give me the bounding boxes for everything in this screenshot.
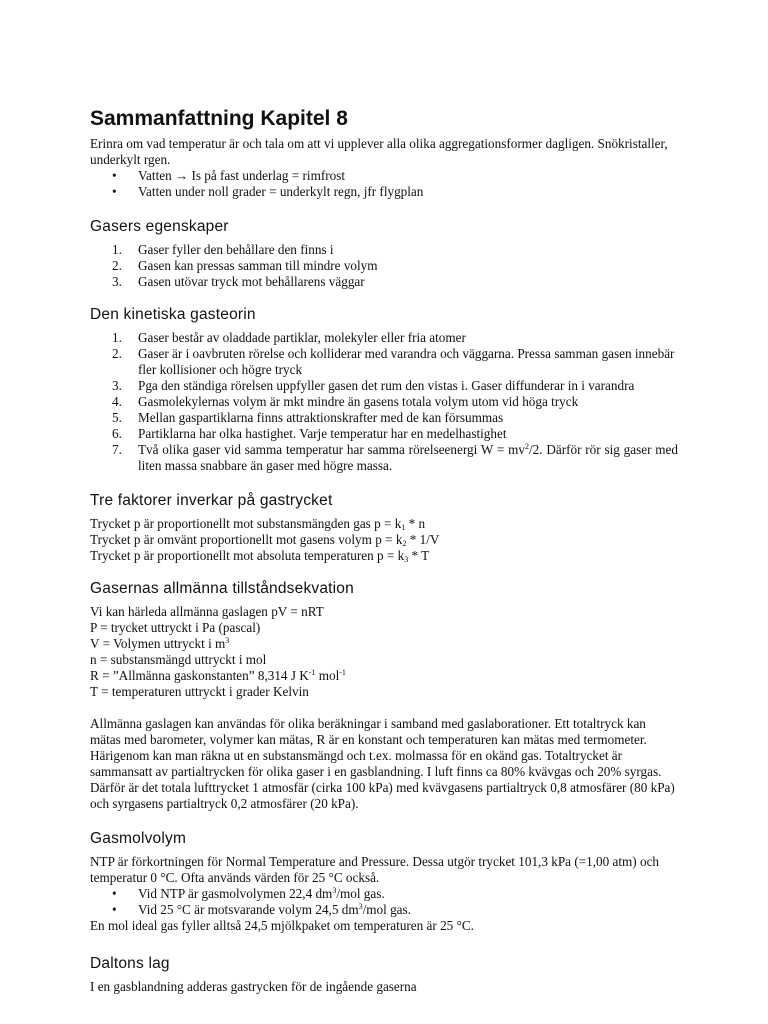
- list-number: 5.: [112, 410, 122, 425]
- section-heading-factors: Tre faktorer inverkar på gastrycket: [90, 492, 333, 509]
- equation-line: Vi kan härleda allmänna gaslagen pV = nRT: [90, 604, 324, 619]
- list-number: 2.: [112, 346, 122, 361]
- kinetic-list: [90, 330, 678, 474]
- section-heading-general: Gasernas allmänna tillståndsekvation: [90, 580, 354, 597]
- list-item: [90, 330, 678, 346]
- section-heading-gasers: Gasers egenskaper: [90, 218, 229, 235]
- list-item: [90, 274, 678, 290]
- subscript: 2: [402, 539, 407, 548]
- molvolume-section: [90, 854, 678, 934]
- list-number: 3.: [112, 378, 122, 393]
- superscript: -1: [308, 668, 316, 677]
- equation-line: n = substansmängd uttryckt i mol: [90, 652, 267, 667]
- subscript: 3: [404, 555, 409, 564]
- equation-text: R = ”Allmänna gaskonstanten” 8,314 J K: [90, 668, 309, 683]
- list-item: [90, 378, 678, 394]
- page-title: Sammanfattning Kapitel 8: [90, 107, 348, 130]
- bullet-icon: •: [112, 168, 117, 183]
- list-number: 1.: [112, 330, 122, 345]
- list-item-text: Vatten → Is på fast underlag = rimfrost: [138, 168, 346, 183]
- list-item: [90, 346, 678, 378]
- list-item-text: Två olika gaser vid samma temperatur har samma rörelseenergi W = mv: [138, 442, 525, 457]
- list-item: [90, 426, 678, 442]
- section-heading-molvolume: Gasmolvolym: [90, 830, 187, 847]
- factor-line: [90, 548, 678, 564]
- intro-text: Erinra om vad temperatur är och tala om att vi upplever alla olika aggregationsformer dagligen. Snökristaller, underkylt rgen.: [90, 136, 668, 167]
- superscript: -1: [339, 668, 346, 677]
- factor-line: [90, 516, 678, 532]
- list-item-text: Gaser fyller den behållare den finns i: [138, 242, 334, 257]
- list-item-text: Gaser är i oavbruten rörelse och kolliderar med varandra och väggarna. Pressa samman gasen innebär fler kollisioner och högre tryck: [138, 346, 675, 377]
- list-number: 6.: [112, 426, 122, 441]
- list-item-text: Pga den ständiga rörelsen uppfyller gasen det rum den vistas i. Gaser diffunderar in i varandra: [138, 378, 635, 393]
- molvolume-text: NTP är förkortningen för Normal Temperature and Pressure. Dessa utgör trycket 101,3 kPa (=1,00 atm) och temperatur 0 °C. Ofta används värden för 25 °C också.: [90, 854, 660, 885]
- list-item: [90, 168, 678, 184]
- gasers-list: [90, 242, 678, 290]
- equation-line: T = temperaturen uttryckt i grader Kelvin: [90, 684, 309, 699]
- factor-text: Trycket p är omvänt proportionellt mot gasens volym p = k: [90, 532, 403, 547]
- intro-bullet-list: [90, 168, 678, 200]
- equation-text: V = Volymen uttryckt i m: [90, 636, 226, 651]
- superscript: 3: [332, 886, 337, 895]
- general-section: [90, 604, 678, 700]
- list-item-text: Gaser består av oladdade partiklar, molekyler eller fria atomer: [138, 330, 466, 345]
- list-item: [90, 184, 678, 200]
- molvolume-after-text: En mol ideal gas fyller alltså 24,5 mjölkpaket om temperaturen är 25 °C.: [90, 918, 474, 933]
- list-item: [90, 442, 678, 474]
- list-item-text: Gasen utövar tryck mot behållarens väggar: [138, 274, 365, 289]
- equation-text: mol: [315, 668, 340, 683]
- dalton-text: I en gasblandning adderas gastrycken för de ingående gaserna: [90, 979, 417, 994]
- factor-text: * 1/V: [406, 532, 440, 547]
- factor-text: * n: [405, 516, 426, 531]
- list-item-text: Mellan gaspartiklarna finns attraktionskrafter med de kan försummas: [138, 410, 504, 425]
- list-number: 4.: [112, 394, 122, 409]
- section-heading-dalton: Daltons lag: [90, 955, 170, 972]
- list-item: [90, 886, 678, 902]
- list-item-text: /mol gas.: [336, 886, 385, 901]
- list-item: [90, 258, 678, 274]
- equation-line: P = trycket uttryckt i Pa (pascal): [90, 620, 261, 635]
- molvolume-bullet-list: [90, 886, 678, 918]
- superscript: 3: [225, 636, 230, 645]
- section-heading-kinetic: Den kinetiska gasteorin: [90, 306, 256, 323]
- list-number: 2.: [112, 258, 122, 273]
- equation-line: [90, 668, 678, 684]
- list-item-text: Gasen kan pressas samman till mindre volym: [138, 258, 378, 273]
- list-item: [90, 394, 678, 410]
- list-item-text: Vatten under noll grader = underkylt regn, jfr flygplan: [138, 184, 424, 199]
- list-item: [90, 902, 678, 918]
- bullet-icon: •: [112, 886, 117, 901]
- superscript: 2: [524, 442, 529, 451]
- subscript: 1: [401, 523, 406, 532]
- superscript: 3: [358, 902, 363, 911]
- factor-text: Trycket p är proportionellt mot absoluta temperaturen p = k: [90, 548, 405, 563]
- list-number: 7.: [112, 442, 122, 457]
- list-item-text: Vid 25 °C är motsvarande volym 24,5 dm: [138, 902, 359, 917]
- list-item-text: Vid NTP är gasmolvolymen 22,4 dm: [138, 886, 333, 901]
- factor-text: Trycket p är proportionellt mot substansmängden gas p = k: [90, 516, 402, 531]
- factors-section: [90, 516, 678, 564]
- general-paragraph: Allmänna gaslagen kan användas för olika beräkningar i samband med gaslaborationer. Ett totaltryck kan mätas med barometer, volymer kan mätas, R är en konstant och temperaturen kan mätas med termometer. Härigenom kan man räkna ut en substansmängd och t.ex. molmassa för en okänd gas. Totaltrycket är sammansatt av partialtrycken för olika gaser i en gasblandning. I luft finns ca 80% kvävgas och 20% syrgas. Därför är det totala lufttrycket 1 atmosfär (cirka 100 kPa) med kvävgasens partialtryck 0,8 atmosfärer (80 kPa) och syrgasens partialtryck 0,2 atmosfärer (20 kPa).: [90, 716, 675, 811]
- bullet-icon: •: [112, 902, 117, 917]
- list-item-text: /mol gas.: [362, 902, 411, 917]
- list-item-text: Partiklarna har olka hastighet. Varje temperatur har en medelhastighet: [138, 426, 507, 441]
- factor-text: * T: [408, 548, 430, 563]
- list-item: [90, 410, 678, 426]
- list-number: 3.: [112, 274, 122, 289]
- bullet-icon: •: [112, 184, 117, 199]
- factor-line: [90, 532, 678, 548]
- list-item-text: Gasmolekylernas volym är mkt mindre än gasens totala volym utom vid höga tryck: [138, 394, 579, 409]
- equation-line: [90, 636, 678, 652]
- list-number: 1.: [112, 242, 122, 257]
- intro-section: [90, 136, 678, 200]
- list-item: [90, 242, 678, 258]
- list-item-text: /2. Därför rör sig gaser med liten massa snabbare än gaser med högre massa.: [138, 442, 678, 473]
